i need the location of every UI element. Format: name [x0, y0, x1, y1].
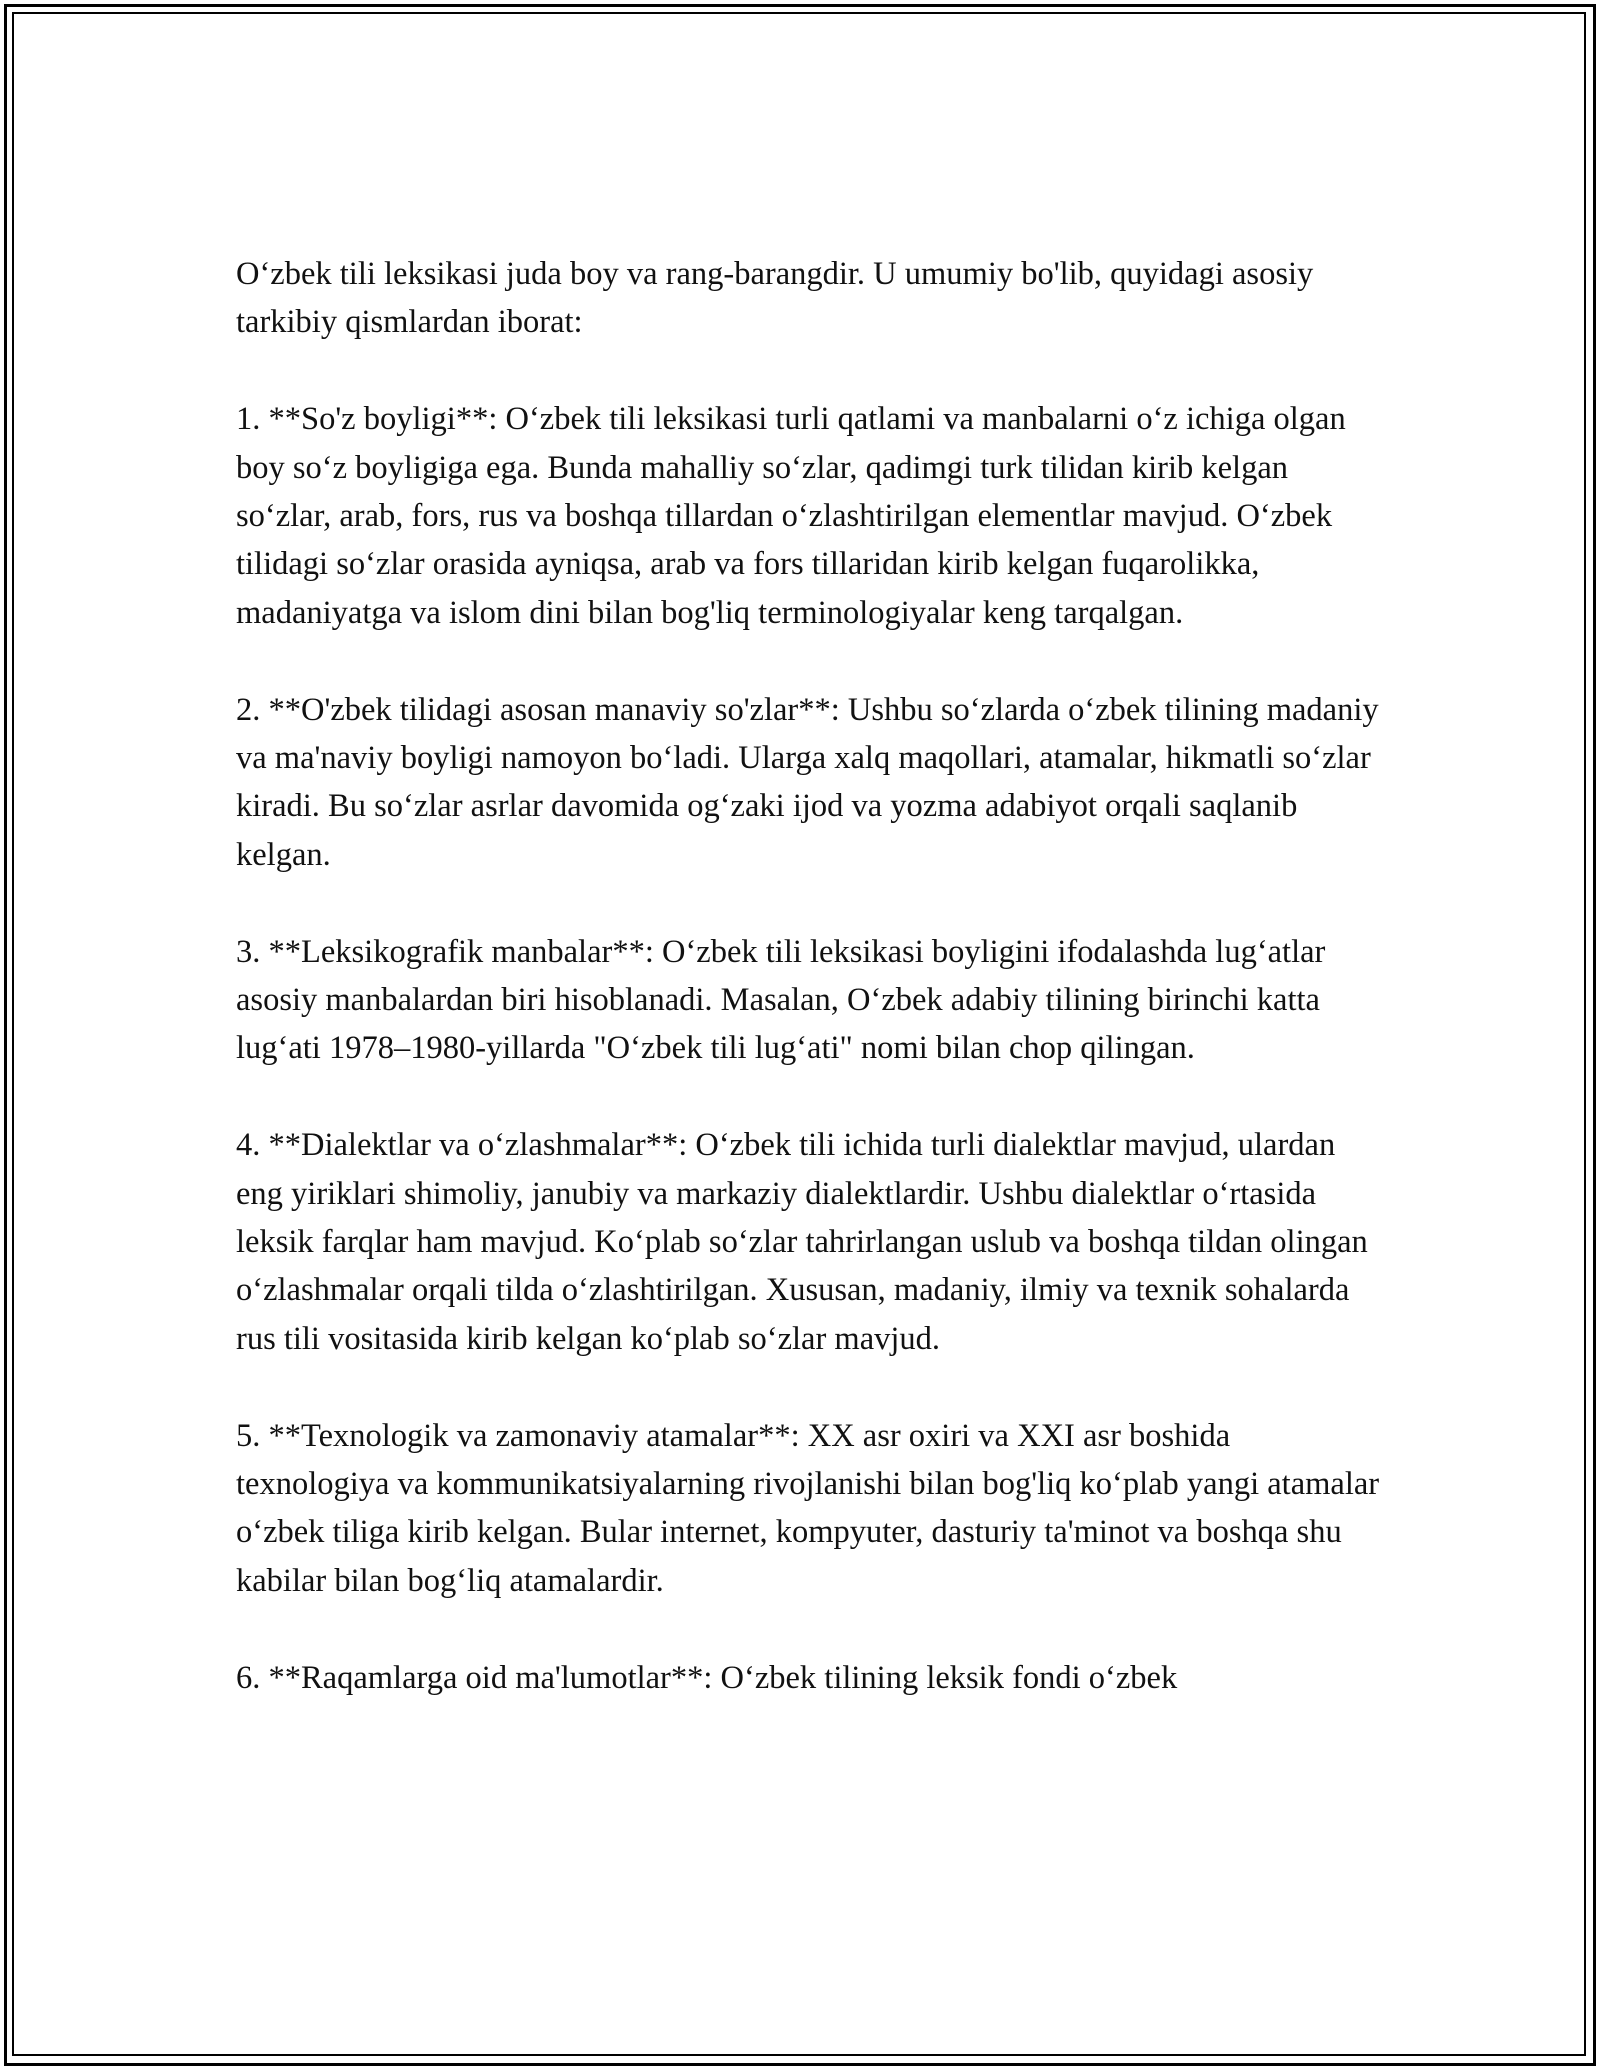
list-item-2: 2. **O'zbek tilidagi asosan manaviy so'zlar**: Ushbu so‘zlarda o‘zbek tilining madaniy va ma'naviy boyligi namoyon bo‘ladi. Ularga xalq maqollari, atamalar, hikmatli so‘zlar kiradi. Bu so‘zlar asrlar davomida og‘zaki ijod va yozma adabiyot orqali saqlanib kelgan.	[236, 691, 1379, 873]
list-item-4: 4. **Dialektlar va o‘zlashmalar**: O‘zbek tili ichida turli dialektlar mavjud, ulardan eng yiriklari shimoliy, janubiy va markaziy dialektlardir. Ushbu dialektlar o‘rtasida leksik farqlar ham mavjud. Ko‘plab so‘zlar tahrirlangan uslub va boshqa tildan olingan o‘zlashmalar orqali tilda o‘zlashtirilgan. Xususan, madaniy, ilmiy va texnik sohalarda rus tili vositasida kirib kelgan ko‘plab so‘zlar mavjud.	[236, 1127, 1368, 1357]
list-item-1: 1. **So'z boyligi**: O‘zbek tili leksikasi turli qatlami va manbalarni o‘z ichiga olgan boy so‘z boyligiga ega. Bunda mahalliy so‘zlar, qadimgi turk tilidan kirib kelgan so‘zlar, arab, fors, rus va boshqa tillardan o‘zlashtirilgan elementlar mavjud. O‘zbek tilidagi so‘zlar orasida ayniqsa, arab va fors tillaridan kirib kelgan fuqarolikka, madaniyatga va islom dini bilan bog'liq terminologiyalar keng tarqalgan.	[236, 401, 1346, 631]
intro-paragraph: O‘zbek tili leksikasi juda boy va rang-barangdir. U umumiy bo'lib, quyidagi asosiy tarkibiy qismlardan iborat:	[236, 256, 1314, 341]
list-item-5: 5. **Texnologik va zamonaviy atamalar**: XX asr oxiri va XXI asr boshida texnologiya va kommunikatsiyalarning rivojlanishi bilan bog'liq ko‘plab yangi atamalar o‘zbek tiliga kirib kelgan. Bular internet, kompyuter, dasturiy ta'minot va boshqa shu kabilar bilan bog‘liq atamalardir.	[236, 1417, 1380, 1599]
document-body	[236, 250, 1386, 1702]
list-item-3: 3. **Leksikografik manbalar**: O‘zbek tili leksikasi boyligini ifodalashda lug‘atlar asosiy manbalardan biri hisoblanadi. Masalan, O‘zbek adabiy tilining birinchi katta lug‘ati 1978–1980-yillarda "O‘zbek tili lug‘ati" nomi bilan chop qilingan.	[236, 933, 1326, 1067]
list-item-6: 6. **Raqamlarga oid ma'lumotlar**: O‘zbek tilining leksik fondi o‘zbek	[236, 1659, 1178, 1696]
